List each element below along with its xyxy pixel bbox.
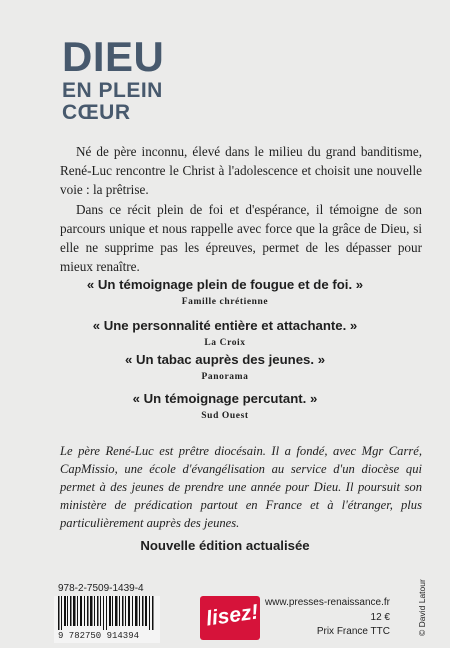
review-source: La Croix: [204, 338, 246, 348]
book-title-line-2: EN PLEIN: [62, 79, 163, 102]
review-quote: « Un témoignage percutant. »: [132, 391, 318, 406]
price-label: Prix France TTC: [316, 626, 390, 637]
review-source: Famille chrétienne: [181, 297, 269, 307]
book-title-line-3: CŒUR: [62, 101, 131, 124]
summary-paragraph-2: Dans ce récit plein de foi et d'espérance, il témoigne de son parcours unique et nous rappelle avec force que la grâce de Dieu, si elle ne supprime pas les épreuves, permet de les dépasser pour mieux renaître.: [60, 202, 422, 274]
publisher-logo-text: lisez!: [204, 600, 260, 631]
review-quote: « Un témoignage plein de fougue et de foi. »: [86, 277, 364, 292]
review-quote: « Un tabac auprès des jeunes. »: [124, 352, 326, 367]
price: 12 €: [370, 612, 390, 623]
review-source: Sud Ouest: [201, 411, 249, 421]
publisher-logo: [200, 596, 260, 640]
book-title-line-1: DIEU: [62, 33, 165, 80]
author-bio: Le père René-Luc est prêtre diocésain. Il a fondé, avec Mgr Carré, CapMissio, une école d'évangélisation au service d'un diocèse qui permet à des jeunes de prendre une année pour Dieu. Il poursuit son ministère de prédication partout en France et à l'étranger, plus particulièrement auprès des jeunes.: [60, 444, 422, 530]
review-quote: « Une personnalité entière et attachante. »: [92, 318, 358, 333]
edition-notice: Nouvelle édition actualisée: [140, 538, 310, 553]
publisher-website: www.presses-renaissance.fr: [264, 597, 390, 608]
barcode-digits: 9 782750 914394: [58, 631, 140, 641]
summary-paragraph-1: Né de père inconnu, élevé dans le milieu du grand banditisme, René-Luc rencontre le Christ à l'adolescence et choisit une nouvelle voie : la prêtrise.: [60, 144, 422, 197]
photo-credit: © David Latour: [417, 579, 427, 636]
isbn: 978-2-7509-1439-4: [58, 583, 144, 594]
review-source: Panorama: [201, 372, 249, 382]
